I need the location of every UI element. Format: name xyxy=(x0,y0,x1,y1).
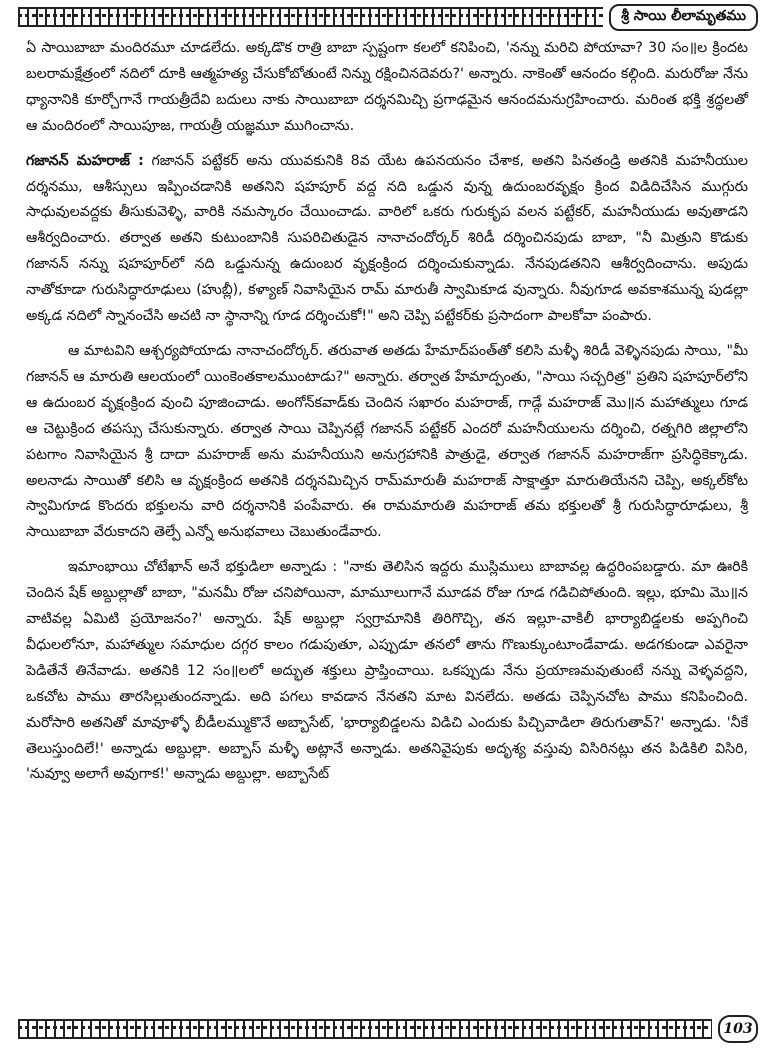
paragraph xyxy=(26,339,748,546)
paragraph-text: ఆ మాటవిని ఆశ్చర్యపోయాడు నానాచందోర్కర్. తరువాత అతడు హేమాద్‌పంత్‌తో కలిసి మళ్ళీ శిరిడీ వెళ్ళినపుడు సాయి, "మీ గజానన్ ఆ మారుతి ఆలయంలో యింకెంతకాలముంటాడు?" అన్నారు. తర్వాత హేమాద్పంతు, "సాయి సచ్చరిత్ర" ప్రతిని షహపూర్‌లోని ఆ ఉదుంబర వృక్షంక్రింద వుంచి పూజించాడు. అంగోన్‌కవాడ్‌కు చెందిన సఖారం మహరాజ్, గాడ్గే మహరాజ్ మొ॥న మహాత్ములు గూడ ఆ చెట్టుక్రింద తపస్సు చేసుకున్నారు. తర్వాత సాయి చెప్పినట్లే గజానన్ పట్టేకర్ ఎందరో మహనీయులను దర్శించి, రత్నగిరి జిల్లాలోని పటగాం నివాసియైన శ్రీ దాదా మహరాజ్ అను మహనీయుని అనుగ్రహానికి పాత్రుడై, తర్వాత గజానన్ మహరాజ్‌గా ప్రసిద్ధికెక్కాడు. అలనాడు సాయితో కలిసి ఆ వృక్షంక్రింద అతనికి దర్శనమిచ్చిన రామ్‌మారుతీ మహరాజ్ సాక్షాత్తూ మారుతియేనని చెప్పి, అక్కల్‌కోట స్వామిగూడ కొందరు భక్తులను వారి దర్శనానికి పంపేవారు. ఈ రామమారుతి మహరాజ్ తమ భక్తులతో శ్రీ గురుసిద్ధారూఢులు, శ్రీ సాయిబాబా వేరుకాదని తెల్పే ఎన్నో అనుభవాలు చెబుతుండేవారు. xyxy=(26,342,748,541)
section-lead-in: గజానన్ మహరాజ్ : xyxy=(26,152,144,169)
decorative-border-bottom xyxy=(18,1019,712,1039)
decorative-border-top xyxy=(18,7,603,27)
running-title: శ్రీ సాయి లీలామృతము xyxy=(609,4,758,31)
page-number: 103 xyxy=(718,1015,758,1043)
body-text xyxy=(26,36,748,797)
paragraph-text: గజానన్ పట్టేకర్ అను యువకునికి 8వ యేట ఉపనయనం చేశాక, అతని పినతండ్రి అతనికి మహనీయుల దర్శనము, ఆశీస్సులు ఇప్పించడానికి అతనిని షహపూర్ వద్ద నది ఒడ్డున వున్న ఉదుంబరవృక్షం క్రింద విడిదిచేసిన ముగ్గురు సాధువులవద్దకు తీసుకువెళ్ళి, వారికి నమస్కారం చేయించాడు. వారిలో ఒకరు గురుకృప వలన పట్టేకర్, మహనీయుడు అవుతాడని ఆశీర్వదించారు. తర్వాత అతని కుటుంబానికి సుపరిచితుడైన నానాచందోర్కర్ శిరిడీ దర్శించినపుడు బాబా, "నీ మిత్రుని కొడుకు గజానన్ నన్ను షహపూర్‌లో నది ఒడ్డునున్న ఉదుంబర వృక్షంక్రింద దర్శించుకున్నాడు. నేనపుడతనిని ఆశీర్వదించాను. అపుడు నాతోకూడా గురుసిద్ధారూఢులు (హుబ్లీ), కళ్యాణ్ నివాసియైన రామ్ మారుతీ స్వామికూడ వున్నారు. నీవుగూడ అవకాశమున్న పుడల్లా అక్కడ నదిలో స్నానంచేసి అచటి నా స్థానాన్ని గూడ దర్శించుకో!" అని చెప్పి పట్టేకర్‌కు ప్రసాదంగా పాలకోవా పంపారు. xyxy=(26,152,748,325)
paragraph xyxy=(26,149,748,330)
paragraph-text: ఇమాంభాయి చోటేఖాన్ అనే భక్తుడిలా అన్నాడు : "నాకు తెలిసిన ఇద్దరు ముస్లిములు బాబావల్ల ఉద్ధరింపబడ్డారు. మా ఊరికి చెందిన షేక్ అబ్దుల్లాతో బాబా, "మనమీ రోజు చనిపోయినా, మామూలుగానే మూడవ రోజు గూడ గడిచిపోతుంది. ఇల్లు, భూమి మొ॥న వాటివల్ల ఏమిటి ప్రయోజనం?' అన్నారు. షేక్ అబ్దుల్లా స్వగ్రామానికి తిరిగొచ్చి, తన ఇల్లూ-వాకిలీ భార్యాబిడ్డలకు అప్పగించి వీధులలోనూ, మహాత్ముల సమాధుల దగ్గర కాలం గడుపుతూ, ఎప్పుడూ తనలో తాను గొణుక్కుంటూండేవాడు. అడగకుండా ఎవరైనా పెడితేనే తినేవాడు. అతనికి 12 సం॥లలో అద్భుత శక్తులు ప్రాప్తించాయి. ఒకప్పుడు నేను ప్రయాణమవుతుంటే నన్ను వెళ్ళవద్దని, ఒకచోట పాము తారసిల్లుతుందన్నాడు. అది పగలు కావడాన నేనతని మాట వినలేదు. అతడు చెప్పినచోట పాము కనిపించింది. మరోసారి అతనితో మావూళ్ళో బీడీలమ్ముకొనే అబ్బాసేట్, 'భార్యాబిడ్డలను విడిచి ఎందుకు పిచ్చివాడిలా తిరుగుతావ్?' అన్నాడు. 'నీకే తెలుస్తుందిలే!' అన్నాడు అబ్దుల్లా. అబ్బాస్ మళ్ళీ అట్లానే అన్నాడు. అతనివైపుకు అదృశ్య వస్తువు విసిరినట్లు తన పిడికిలి విసిరి, 'నువ్వూ అలాగే అవుగాక!' అన్నాడు అబ్దుల్లా. అబ్బాసేట్ xyxy=(26,559,748,783)
paragraph xyxy=(26,555,748,788)
page-footer xyxy=(18,1016,758,1042)
page-header xyxy=(18,4,758,30)
paragraph xyxy=(26,36,748,140)
paragraph-text: ఏ సాయిబాబా మందిరమూ చూడలేదు. అక్కడొక రాత్రి బాబా స్పష్టంగా కలలో కనిపించి, 'నన్ను మరిచి పోయావా? 30 సం॥ల క్రిందట బలరామక్షేత్రంలో నదిలో దూకి ఆత్మహత్య చేసుకోబోతుంటే నిన్ను రక్షించినదెవరు?' అన్నారు. నాకెంతో ఆనందం కల్గింది. మరురోజు నేను ధ్యానానికి కూర్చోగానే గాయత్రీదేవి బదులు నాకు సాయిబాబా దర్శనమిచ్చి ప్రగాఢమైన ఆనందమనుగ్రహించారు. మరింత భక్తి శ్రద్ధలతో ఆ మందిరంలో సాయిపూజ, గాయత్రీ యజ్ఞమూ ముగించాను. xyxy=(26,40,748,134)
